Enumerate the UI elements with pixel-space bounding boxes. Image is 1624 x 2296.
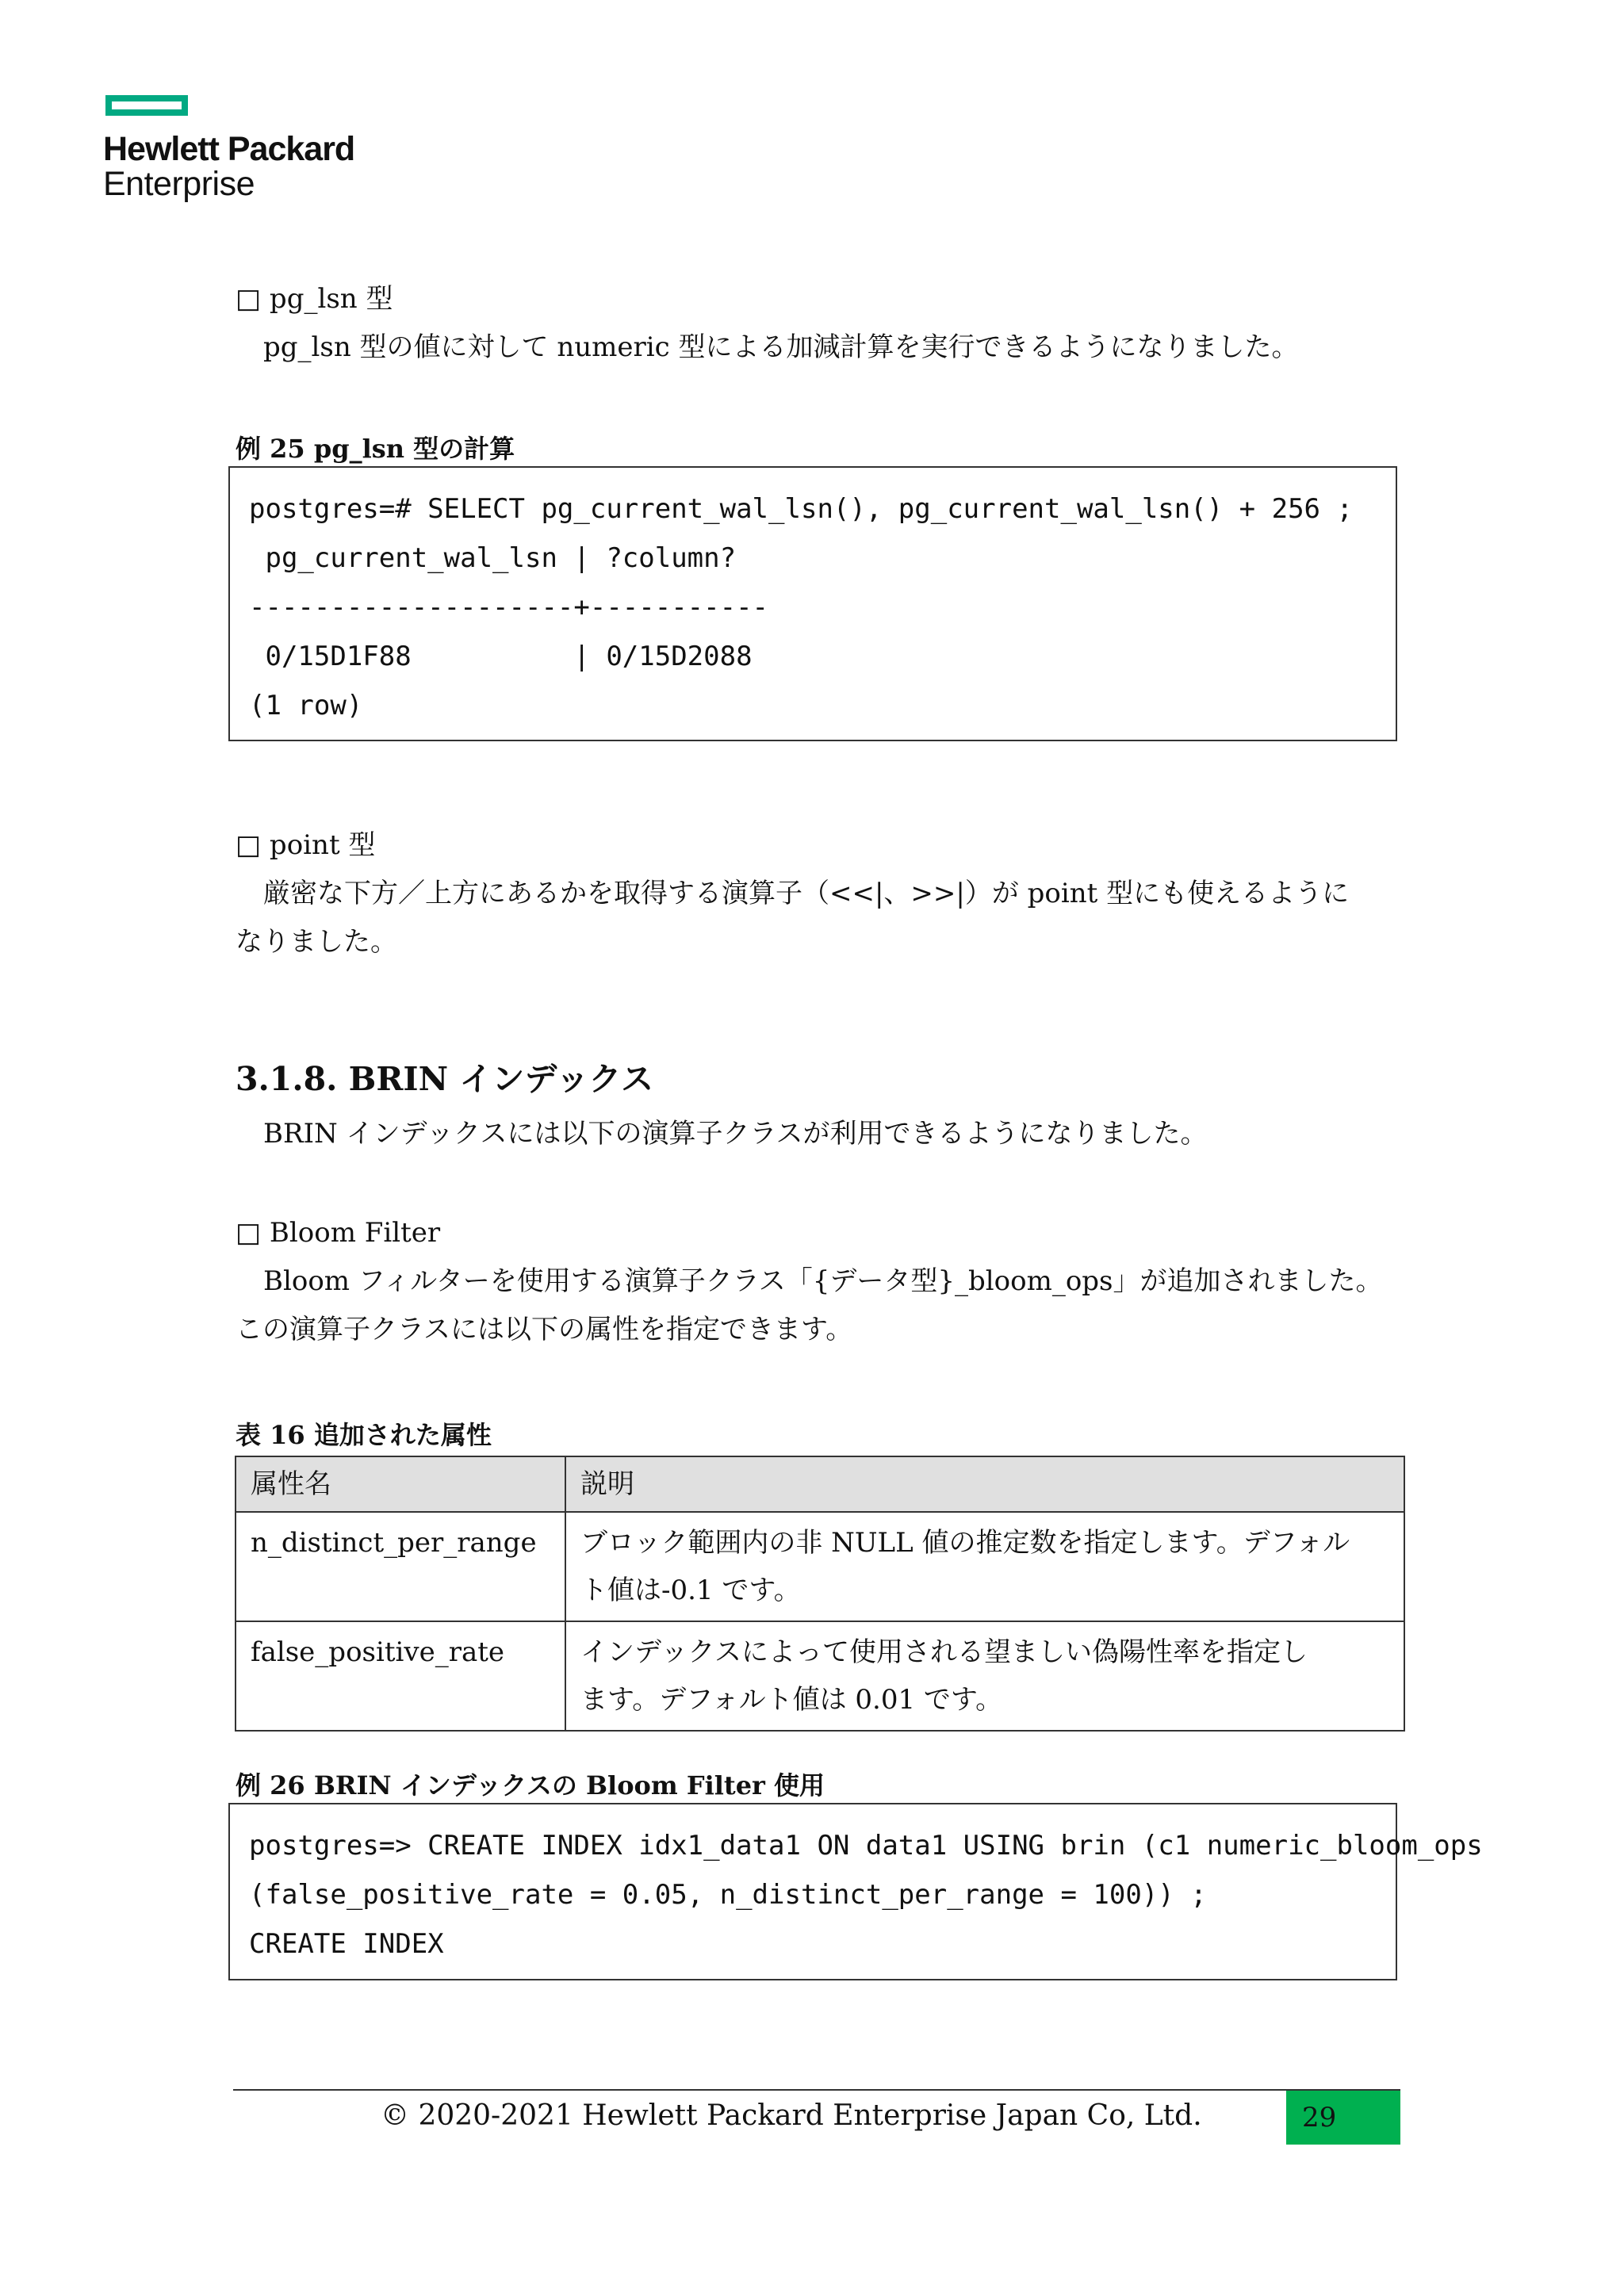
example-26-caption: 例 26 BRIN インデックスの Bloom Filter 使用 bbox=[236, 1770, 825, 1800]
attributes-table bbox=[235, 1456, 1405, 1732]
code-line: (false_positive_rate = 0.05, n_distinct_per_range = 100)) ; bbox=[249, 1879, 1207, 1911]
logo-text-line1: Hewlett Packard bbox=[103, 130, 355, 168]
table-cell-desc bbox=[565, 1621, 1404, 1731]
brin-body: BRIN インデックスには以下の演算子クラスが利用できるようになりました。 bbox=[263, 1118, 1208, 1150]
table-cell-desc bbox=[565, 1512, 1404, 1621]
footer-copyright: © 2020-2021 Hewlett Packard Enterprise Japan Co, Ltd. bbox=[381, 2099, 1202, 2132]
desc-line: ト値は-0.1 です。 bbox=[580, 1575, 801, 1606]
desc-line: ます。デフォルト値は 0.01 です。 bbox=[580, 1684, 1003, 1716]
example-26-code-box bbox=[228, 1803, 1483, 1980]
page-number-badge: 29 bbox=[1286, 2091, 1400, 2145]
code-line: --------------------+----------- bbox=[249, 591, 769, 623]
section-title-brin: 3.1.8. BRIN インデックス bbox=[236, 1060, 654, 1098]
code-line: postgres=# SELECT pg_current_wal_lsn(), pg_current_wal_lsn() + 256 ; bbox=[249, 493, 1353, 525]
desc-line: ブロック範囲内の非 NULL 値の推定数を指定します。デフォル bbox=[580, 1527, 1350, 1559]
desc-line: インデックスによって使用される望ましい偽陽性率を指定し bbox=[580, 1636, 1308, 1668]
table-row bbox=[236, 1621, 1404, 1731]
pg-lsn-body: pg_lsn 型の値に対して numeric 型による加減計算を実行できるようになりました。 bbox=[263, 331, 1299, 363]
table-16-caption: 表 16 追加された属性 bbox=[236, 1420, 492, 1450]
footer-rule bbox=[233, 2089, 1400, 2091]
code-line: pg_current_wal_lsn | ?column? bbox=[249, 542, 737, 574]
point-body-line1: 厳密な下方／上方にあるかを取得する演算子（<<|、>>|）が point 型にも使えるように bbox=[263, 878, 1350, 909]
code-line: postgres=> CREATE INDEX idx1_data1 ON data1 USING brin (c1 numeric_bloom_ops bbox=[249, 1830, 1483, 1862]
table-cell-name: n_distinct_per_range bbox=[236, 1512, 565, 1621]
point-body-line2: なりました。 bbox=[236, 926, 397, 958]
hpe-logo-mark bbox=[105, 95, 188, 116]
table-row bbox=[236, 1512, 1404, 1621]
logo-text-line2: Enterprise bbox=[103, 165, 255, 203]
table-header-row bbox=[236, 1456, 1404, 1512]
pg-lsn-heading: □ pg_lsn 型 bbox=[236, 283, 393, 315]
bloom-body-line1: Bloom フィルターを使用する演算子クラス「{データ型}_bloom_ops」が追加されました。 bbox=[263, 1265, 1383, 1297]
code-line: 0/15D1F88 | 0/15D2088 bbox=[249, 641, 753, 672]
bloom-body-line2: この演算子クラスには以下の属性を指定できます。 bbox=[236, 1314, 853, 1345]
example-25-caption: 例 25 pg_lsn 型の計算 bbox=[236, 434, 515, 464]
table-header-cell: 説明 bbox=[565, 1456, 1404, 1512]
bloom-filter-heading: □ Bloom Filter bbox=[236, 1217, 441, 1249]
table-header-cell: 属性名 bbox=[236, 1456, 565, 1512]
code-line: CREATE INDEX bbox=[249, 1928, 444, 1960]
point-heading: □ point 型 bbox=[236, 829, 376, 861]
example-25-code-box bbox=[228, 466, 1397, 741]
code-line: (1 row) bbox=[249, 690, 363, 721]
table-cell-name: false_positive_rate bbox=[236, 1621, 565, 1731]
